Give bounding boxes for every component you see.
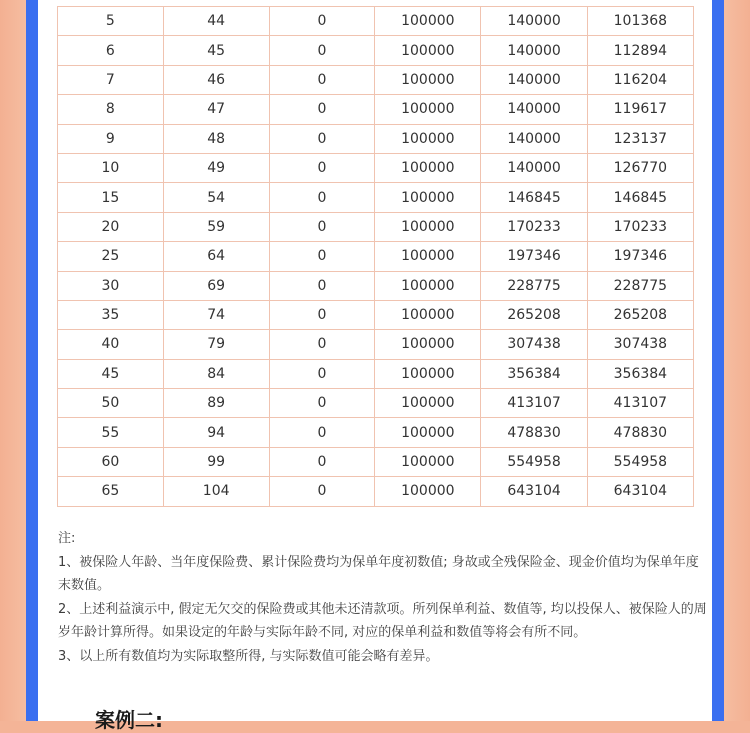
table-cell: 228775 [587, 271, 693, 300]
table-row [58, 359, 694, 388]
table-cell: 0 [269, 7, 375, 36]
table-cell: 104 [163, 477, 269, 506]
table-cell: 197346 [587, 242, 693, 271]
table-cell: 30 [58, 271, 164, 300]
table-row [58, 477, 694, 506]
table-cell: 25 [58, 242, 164, 271]
table-cell: 101368 [587, 7, 693, 36]
table-cell: 265208 [587, 300, 693, 329]
table-cell: 0 [269, 300, 375, 329]
table-cell: 265208 [481, 300, 587, 329]
table-cell: 0 [269, 242, 375, 271]
case-heading: 案例二: [95, 708, 163, 732]
table-cell: 140000 [481, 124, 587, 153]
table-cell: 100000 [375, 359, 481, 388]
table-cell: 554958 [481, 447, 587, 476]
table-row [58, 7, 694, 36]
table-row [58, 330, 694, 359]
table-row [58, 389, 694, 418]
table-cell: 94 [163, 418, 269, 447]
note-item-3: 3、以上所有数值均为实际取整所得, 与实际数值可能会略有差异。 [58, 648, 439, 664]
table-row [58, 271, 694, 300]
table-row [58, 65, 694, 94]
table-cell: 0 [269, 183, 375, 212]
table-cell: 7 [58, 65, 164, 94]
table-cell: 0 [269, 65, 375, 94]
table-cell: 100000 [375, 212, 481, 241]
table-cell: 0 [269, 271, 375, 300]
table-cell: 146845 [481, 183, 587, 212]
table-cell: 0 [269, 153, 375, 182]
table-cell: 100000 [375, 330, 481, 359]
table-cell: 356384 [481, 359, 587, 388]
table-cell: 0 [269, 418, 375, 447]
table-cell: 126770 [587, 153, 693, 182]
table-cell: 0 [269, 36, 375, 65]
table-cell: 0 [269, 477, 375, 506]
table-cell: 140000 [481, 65, 587, 94]
table-cell: 5 [58, 7, 164, 36]
table-cell: 100000 [375, 447, 481, 476]
table-cell: 100000 [375, 389, 481, 418]
table-cell: 0 [269, 95, 375, 124]
table-cell: 307438 [481, 330, 587, 359]
table-cell: 15 [58, 183, 164, 212]
table-cell: 0 [269, 212, 375, 241]
notes-section [58, 527, 708, 668]
table-cell: 100000 [375, 36, 481, 65]
note-item-2: 2、上述利益演示中, 假定无欠交的保险费或其他未还清款项。所列保单利益、数值等, 均以投保人、被保险人的周岁年龄计算所得。如果设定的年龄与实际年龄不同, 对应的保单利益和数值等将会有所不同。 [58, 601, 707, 640]
table-row [58, 447, 694, 476]
table-cell: 100000 [375, 242, 481, 271]
table-cell: 55 [58, 418, 164, 447]
table-cell: 478830 [481, 418, 587, 447]
table-cell: 100000 [375, 65, 481, 94]
table-cell: 47 [163, 95, 269, 124]
table-cell: 140000 [481, 7, 587, 36]
table-cell: 554958 [587, 447, 693, 476]
table-cell: 0 [269, 389, 375, 418]
table-cell: 100000 [375, 153, 481, 182]
table-cell: 413107 [481, 389, 587, 418]
table-cell: 140000 [481, 36, 587, 65]
table-cell: 9 [58, 124, 164, 153]
table-cell: 100000 [375, 183, 481, 212]
table-cell: 89 [163, 389, 269, 418]
table-cell: 45 [163, 36, 269, 65]
table-cell: 100000 [375, 418, 481, 447]
table-cell: 643104 [587, 477, 693, 506]
table-cell: 48 [163, 124, 269, 153]
table-cell: 54 [163, 183, 269, 212]
table-cell: 307438 [587, 330, 693, 359]
table-cell: 170233 [481, 212, 587, 241]
table-row [58, 153, 694, 182]
table-cell: 6 [58, 36, 164, 65]
table-cell: 140000 [481, 153, 587, 182]
table-cell: 119617 [587, 95, 693, 124]
table-row [58, 124, 694, 153]
table-cell: 146845 [587, 183, 693, 212]
table-cell: 413107 [587, 389, 693, 418]
table-cell: 116204 [587, 65, 693, 94]
table-cell: 100000 [375, 271, 481, 300]
table-cell: 8 [58, 95, 164, 124]
table-cell: 123137 [587, 124, 693, 153]
table-cell: 0 [269, 124, 375, 153]
table-cell: 100000 [375, 300, 481, 329]
table-cell: 50 [58, 389, 164, 418]
table-row [58, 242, 694, 271]
table-cell: 100000 [375, 7, 481, 36]
table-cell: 69 [163, 271, 269, 300]
table-cell: 170233 [587, 212, 693, 241]
table-row [58, 183, 694, 212]
table-cell: 45 [58, 359, 164, 388]
table-cell: 112894 [587, 36, 693, 65]
table-cell: 59 [163, 212, 269, 241]
table-cell: 0 [269, 330, 375, 359]
note-item-1: 1、被保险人年龄、当年度保险费、累计保险费均为保单年度初数值; 身故或全残保险金、现金价值均为保单年度末数值。 [58, 554, 699, 593]
table-cell: 356384 [587, 359, 693, 388]
table-cell: 84 [163, 359, 269, 388]
table-cell: 100000 [375, 477, 481, 506]
table-cell: 100000 [375, 95, 481, 124]
table-cell: 478830 [587, 418, 693, 447]
notes-title: 注: [58, 531, 76, 546]
table-cell: 49 [163, 153, 269, 182]
table-row [58, 95, 694, 124]
table-row [58, 418, 694, 447]
table-cell: 0 [269, 359, 375, 388]
table-cell: 46 [163, 65, 269, 94]
table-cell: 74 [163, 300, 269, 329]
table-body [58, 7, 694, 507]
table-cell: 10 [58, 153, 164, 182]
table-cell: 643104 [481, 477, 587, 506]
table-cell: 64 [163, 242, 269, 271]
table-cell: 140000 [481, 95, 587, 124]
table-cell: 100000 [375, 124, 481, 153]
table-cell: 60 [58, 447, 164, 476]
table-cell: 44 [163, 7, 269, 36]
table-cell: 197346 [481, 242, 587, 271]
table-row [58, 36, 694, 65]
table-cell: 79 [163, 330, 269, 359]
benefit-table [57, 6, 694, 507]
table-cell: 65 [58, 477, 164, 506]
table-cell: 99 [163, 447, 269, 476]
table-row [58, 300, 694, 329]
table-cell: 228775 [481, 271, 587, 300]
table-row [58, 212, 694, 241]
table-cell: 40 [58, 330, 164, 359]
table-cell: 35 [58, 300, 164, 329]
table-cell: 0 [269, 447, 375, 476]
table-cell: 20 [58, 212, 164, 241]
